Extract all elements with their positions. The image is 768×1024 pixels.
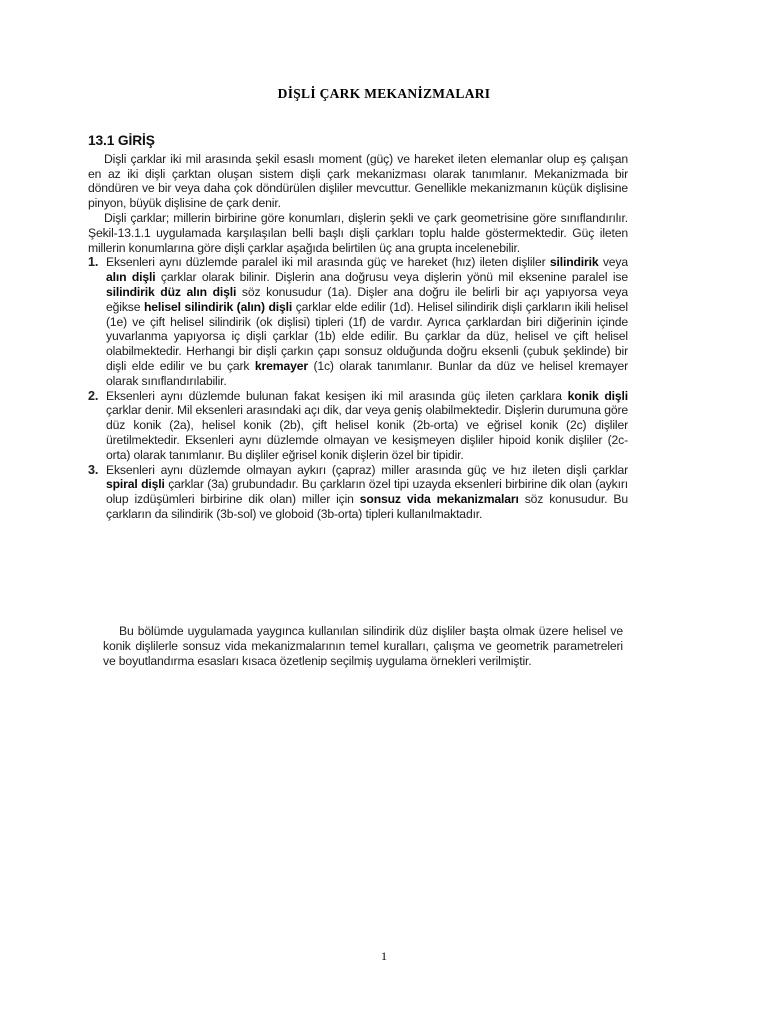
scanned-text-block bbox=[88, 134, 628, 522]
page-number: 1 bbox=[381, 949, 387, 963]
text-run: Eksenleri aynı düzlemde bulunan fakat kesişen iki mil arasında güç ileten çarklara bbox=[106, 388, 562, 403]
list-item bbox=[88, 463, 628, 522]
bold-term: kremayer bbox=[254, 358, 308, 373]
list-item-text bbox=[106, 255, 628, 388]
list-item bbox=[88, 389, 628, 463]
bold-term: sonsuz vida mekanizmaları bbox=[359, 492, 519, 507]
document-title: DİŞLİ ÇARK MEKANİZMALARI bbox=[277, 86, 491, 101]
list-item-number: 1. bbox=[88, 255, 99, 270]
paragraph-closing: Bu bölümde uygulamada yaygınca kullanılan silindirik düz dişliler başta olmak üzere helisel ve konik dişlilerle sonsuz vida mekanizmalarının temel kuralları, çalışma ve geometrik parametreleri ve boyutlandırma esasları kısaca özetlenip seçilmiş uygulama örnekleri verilmiştir. bbox=[103, 624, 623, 669]
bold-term: silindirik düz alın dişli bbox=[106, 284, 237, 299]
list-item bbox=[88, 255, 628, 388]
list-item-text bbox=[106, 389, 628, 463]
list-item-number: 2. bbox=[88, 388, 99, 403]
bold-term: konik dişli bbox=[567, 388, 628, 403]
text-run: söz konusudur. Bu çarkların da silindirik (3b-sol) ve globoid (3b-orta) tipleri kullanılmaktadır. bbox=[106, 492, 628, 521]
text-run: çarklar denir. Mil eksenleri arasındaki açı dik, dar veya geniş olabilmektedir. Dişlerin durumuna göre düz konik (2a), helisel konik (2b), çift helisel konik (2b-orta) ve eğrisel konik (2c) dişliler üretilmektedir. Eksenleri aynı düzlemde olmayan ve kesişmeyen dişliler hipoid konik dişliler (2c-orta) olarak tanımlanır. Bu dişliler eğrisel konik dişlerin özel bir tipidir. bbox=[106, 403, 628, 462]
list-item-text bbox=[106, 463, 628, 522]
paragraph-classification: Dişli çarklar; millerin birbirine göre konumları, dişlerin şekli ve çark geometrisine göre sınıflandırılır. Şekil-13.1.1 uygulamada karşılaşılan belli başlı dişli çarkları toplu halde göstermektedir. Güç ileten millerin konumlarına göre dişli çarklar aşağıda belirtilen üç ana grupta incelenebilir. bbox=[88, 210, 628, 255]
text-run: Eksenleri aynı düzlemde olmayan aykırı (çapraz) miller arasında güç ve hız ileten dişli çarklar bbox=[106, 462, 628, 477]
text-run: Eksenleri aynı düzlemde paralel iki mil arasında güç ve hareket (hız) ileten dişliler bbox=[106, 255, 546, 270]
bold-term: helisel silindirik (alın) dişli bbox=[143, 299, 293, 314]
list-item-number: 3. bbox=[88, 462, 99, 477]
bold-term: spiral dişli bbox=[106, 477, 165, 492]
paragraph-intro: Dişli çarklar iki mil arasında şekil esaslı moment (güç) ve hareket ileten elemanlar olup eş çalışan en az iki dişli çarktan oluşan sistem dişli çark mekanizması olarak tanımlanır. Mekanizmada bir döndüren ve bir veya daha çok döndürülen dişliler mevcuttur. Genellikle mekanizmanın küçük dişlisine pinyon, büyük dişlisine de çark denir. bbox=[88, 151, 628, 211]
text-run: çarklar (3a) grubundadır. Bu çarkların özel tipi uzayda eksenleri birbirine dik olan (aykırı olup izdüşümleri birbirine dik olan) miller için bbox=[106, 477, 628, 507]
text-run: söz konusudur (1a). Dişler ana doğru ile belirli bir açı yapıyorsa veya eğikse bbox=[106, 284, 628, 314]
bold-term: silindirik bbox=[549, 255, 599, 270]
text-run: çarklar olarak bilinir. Dişlerin ana doğrusu veya dişlerin yönü mil eksenine paralel ise bbox=[160, 270, 628, 285]
text-run: veya bbox=[602, 255, 629, 270]
section-heading: 13.1 GİRİŞ bbox=[88, 133, 155, 148]
text-run: (1c) olarak tanımlanır. Bunlar da düz ve helisel kremayer olarak sınıflandırılabilir. bbox=[106, 358, 628, 388]
text-run: çarklar elde edilir (1d). Helisel silindirik dişli çarkların ikili helisel (1e) ve çift helisel silindirik (ok dişlisi) tipleri (1f) de vardır. Ayrıca çarklardan biri diğerinin içinde yuvarlanma yapıyorsa iç dişli çarklar (1b) elde edilir. Bu çarklar da düz, helisel ve çift helisel olabilmektedir. Herhangi bir dişli çarkın çapı sonsuz olduğunda doğru eksenli (çubuk şeklinde) bir dişli elde edilir ve bu çark bbox=[106, 299, 628, 373]
bold-term: alın dişli bbox=[106, 270, 156, 285]
